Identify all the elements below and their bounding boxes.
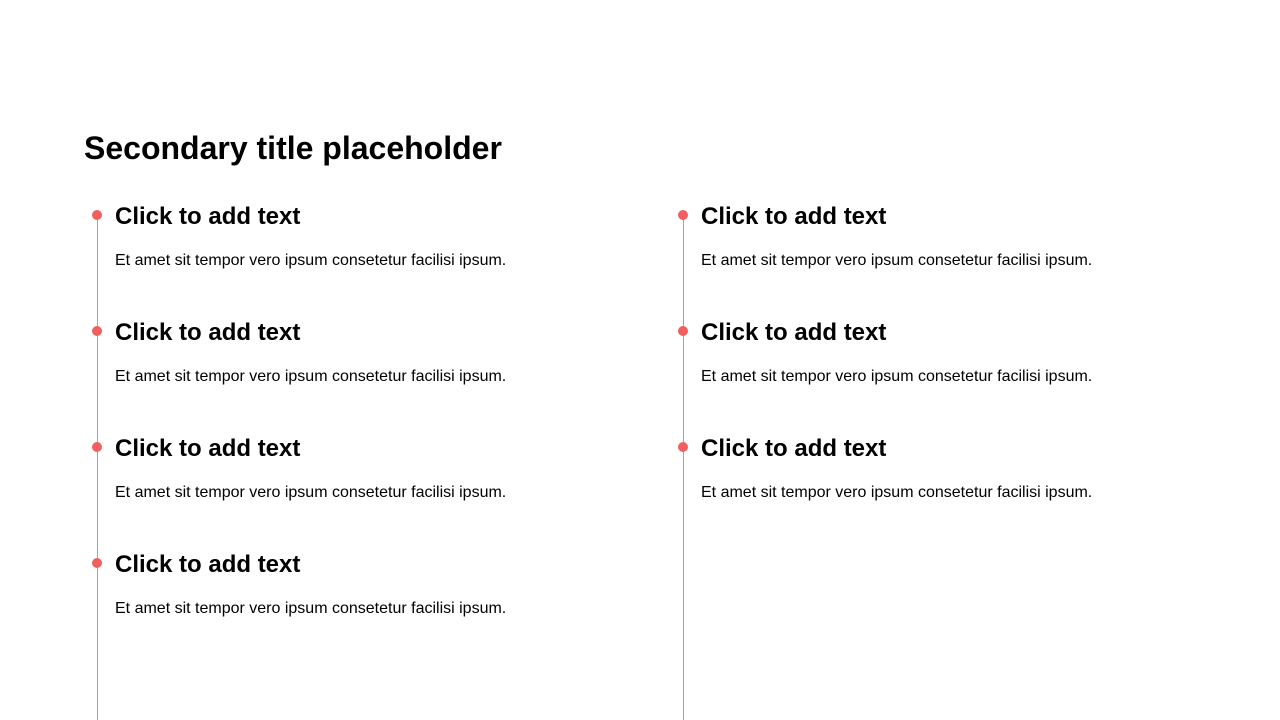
item-body-placeholder[interactable]: Et amet sit tempor vero ipsum consetetur facilisi ipsum. bbox=[115, 252, 507, 269]
item-body-placeholder[interactable]: Et amet sit tempor vero ipsum consetetur facilisi ipsum. bbox=[701, 368, 1093, 385]
item-body-placeholder[interactable]: Et amet sit tempor vero ipsum consetetur facilisi ipsum. bbox=[115, 368, 507, 385]
timeline-item bbox=[97, 203, 667, 270]
item-heading-placeholder[interactable]: Click to add text bbox=[115, 203, 301, 230]
item-body-placeholder[interactable]: Et amet sit tempor vero ipsum consetetur facilisi ipsum. bbox=[115, 484, 507, 501]
bullet-dot-icon bbox=[92, 442, 102, 452]
bullet-dot-icon bbox=[92, 210, 102, 220]
timeline-column-right bbox=[683, 203, 1253, 551]
item-heading-placeholder[interactable]: Click to add text bbox=[115, 319, 301, 346]
item-heading-placeholder[interactable]: Click to add text bbox=[115, 551, 301, 578]
item-body-placeholder[interactable]: Et amet sit tempor vero ipsum consetetur facilisi ipsum. bbox=[115, 600, 507, 617]
timeline-item bbox=[683, 435, 1253, 502]
bullet-dot-icon bbox=[678, 326, 688, 336]
item-body-placeholder[interactable]: Et amet sit tempor vero ipsum consetetur facilisi ipsum. bbox=[701, 484, 1093, 501]
item-body-placeholder[interactable]: Et amet sit tempor vero ipsum consetetur facilisi ipsum. bbox=[701, 252, 1093, 269]
timeline-item bbox=[97, 435, 667, 502]
slide-title-placeholder[interactable]: Secondary title placeholder bbox=[84, 130, 502, 166]
item-heading-placeholder[interactable]: Click to add text bbox=[701, 203, 887, 230]
timeline-item bbox=[97, 551, 667, 618]
item-heading-placeholder[interactable]: Click to add text bbox=[701, 319, 887, 346]
bullet-dot-icon bbox=[678, 210, 688, 220]
bullet-dot-icon bbox=[92, 558, 102, 568]
item-heading-placeholder[interactable]: Click to add text bbox=[115, 435, 301, 462]
bullet-dot-icon bbox=[678, 442, 688, 452]
timeline-column-left bbox=[97, 203, 667, 667]
item-heading-placeholder[interactable]: Click to add text bbox=[701, 435, 887, 462]
bullet-dot-icon bbox=[92, 326, 102, 336]
timeline-item bbox=[683, 319, 1253, 386]
timeline-item bbox=[97, 319, 667, 386]
timeline-item bbox=[683, 203, 1253, 270]
